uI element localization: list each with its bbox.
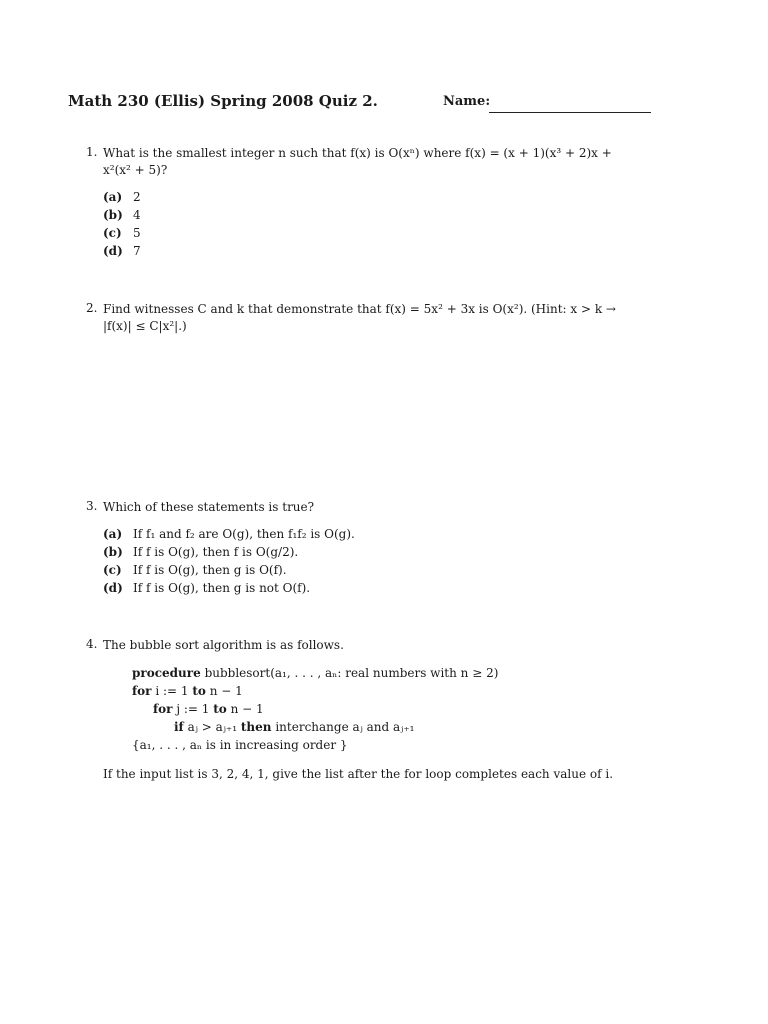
question-1-option-d — [103, 242, 141, 260]
question-4-followup: If the input list is 3, 2, 4, 1, give the list after the for loop completes each value of i. — [103, 767, 614, 781]
question-3-option-b — [103, 543, 355, 561]
algorithm-line-if — [132, 718, 498, 736]
question-1-line-1: What is the smallest integer n such that f(x) is O(xⁿ) where f(x) = (x + 1)(x³ + 2)x + — [103, 146, 612, 160]
loop-init: j := 1 — [176, 702, 210, 716]
option-label: (c) — [103, 226, 122, 240]
question-3-number: 3. — [86, 499, 98, 513]
option-text: If f is O(g), then f is O(g/2). — [133, 545, 299, 559]
bubble-sort-algorithm — [132, 664, 498, 754]
option-text: 2 — [133, 190, 141, 204]
option-label: (c) — [103, 563, 122, 577]
option-text: 7 — [133, 244, 141, 258]
question-2-line-2: |f(x)| ≤ C|x²|.) — [103, 319, 187, 333]
if-action: interchange aⱼ and aⱼ₊₁ — [275, 720, 415, 734]
question-1-options — [103, 188, 141, 260]
keyword-for: for — [153, 702, 173, 716]
algorithm-line-procedure — [132, 664, 498, 682]
loop-init: i := 1 — [155, 684, 189, 698]
keyword-then: then — [240, 720, 272, 734]
algorithm-line-outer-for — [132, 682, 498, 700]
quiz-title: Math 230 (Ellis) Spring 2008 Quiz 2. — [68, 92, 378, 110]
question-4-number: 4. — [86, 637, 98, 651]
question-3-options — [103, 525, 355, 597]
question-3-option-a — [103, 525, 355, 543]
option-label: (d) — [103, 581, 123, 595]
question-1-text — [103, 145, 663, 179]
loop-bound: n − 1 — [209, 684, 243, 698]
question-1-option-b — [103, 206, 141, 224]
option-label: (d) — [103, 244, 123, 258]
question-1-number: 1. — [86, 145, 98, 159]
option-text: If f is O(g), then g is not O(f). — [133, 581, 311, 595]
algorithm-line-postcondition: {a₁, . . . , aₙ is in increasing order } — [132, 738, 348, 752]
name-label: Name: — [443, 94, 491, 109]
question-1-option-c — [103, 224, 141, 242]
option-label: (a) — [103, 190, 123, 204]
question-3-option-c — [103, 561, 355, 579]
option-text: If f₁ and f₂ are O(g), then f₁f₂ is O(g). — [133, 527, 355, 541]
question-3-text: Which of these statements is true? — [103, 500, 315, 514]
keyword-procedure: procedure — [132, 666, 201, 680]
loop-bound: n − 1 — [230, 702, 264, 716]
procedure-signature: bubblesort(a₁, . . . , aₙ: real numbers with n ≥ 2) — [204, 666, 499, 680]
keyword-for: for — [132, 684, 152, 698]
keyword-to: to — [213, 702, 227, 716]
option-text: 5 — [133, 226, 141, 240]
algorithm-line-inner-for — [132, 700, 498, 718]
question-3-option-d — [103, 579, 355, 597]
question-1-line-2: x²(x² + 5)? — [103, 163, 168, 177]
question-4-text: The bubble sort algorithm is as follows. — [103, 638, 344, 652]
option-text: 4 — [133, 208, 141, 222]
keyword-to: to — [192, 684, 206, 698]
option-text: If f is O(g), then g is O(f). — [133, 563, 287, 577]
question-2-number: 2. — [86, 301, 98, 315]
name-blank-line — [489, 112, 651, 113]
if-condition: aⱼ > aⱼ₊₁ — [187, 720, 238, 734]
option-label: (a) — [103, 527, 123, 541]
keyword-if: if — [174, 720, 184, 734]
question-2-text — [103, 301, 663, 335]
question-2-line-1: Find witnesses C and k that demonstrate that f(x) = 5x² + 3x is O(x²). (Hint: x > k → — [103, 302, 616, 316]
option-label: (b) — [103, 545, 123, 559]
option-label: (b) — [103, 208, 123, 222]
question-1-option-a — [103, 188, 141, 206]
